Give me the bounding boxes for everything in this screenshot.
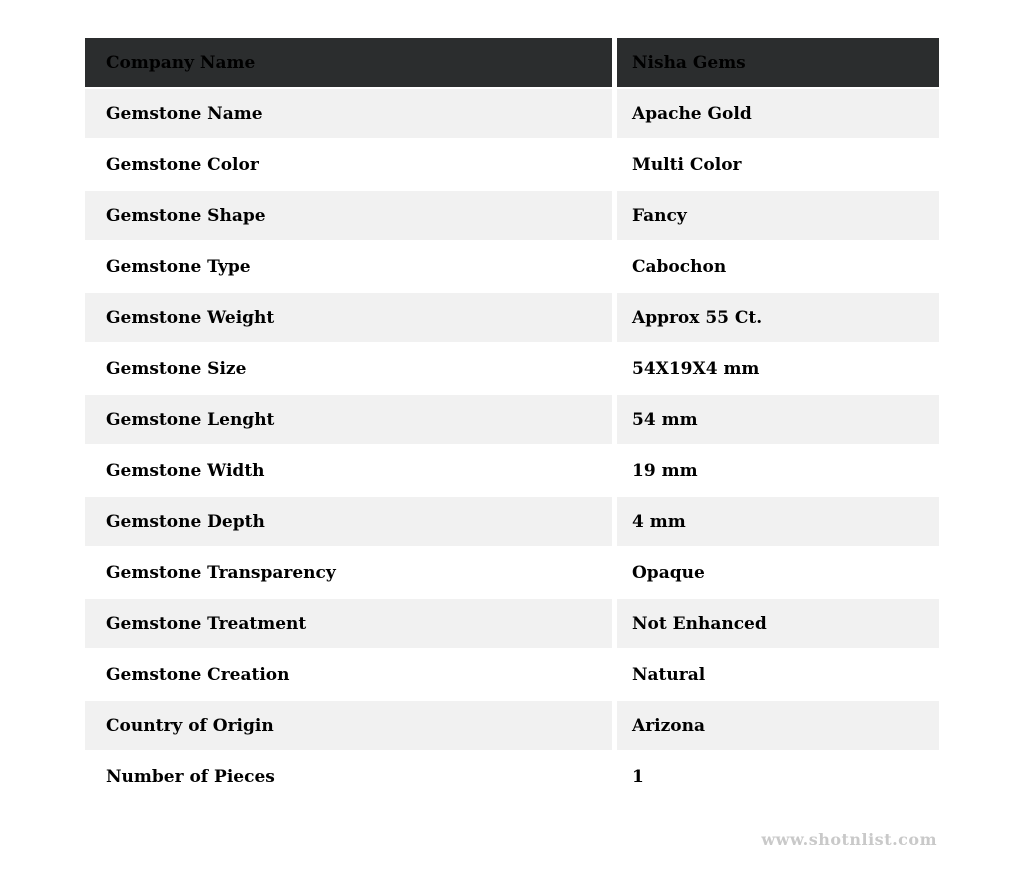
row-value: 54X19X4 mm xyxy=(617,344,939,395)
table-row-gemstone-width xyxy=(85,446,939,497)
row-value: Natural xyxy=(617,650,939,701)
table-row-gemstone-name xyxy=(85,89,939,140)
row-value: Opaque xyxy=(617,548,939,599)
row-label: Gemstone Transparency xyxy=(85,548,617,599)
row-label: Country of Origin xyxy=(85,701,617,752)
table-row-number-of-pieces xyxy=(85,752,939,803)
header-label-company-name: Company Name xyxy=(85,38,617,89)
table-row-gemstone-treatment xyxy=(85,599,939,650)
row-value: Not Enhanced xyxy=(617,599,939,650)
row-label: Gemstone Shape xyxy=(85,191,617,242)
table-row-country-of-origin xyxy=(85,701,939,752)
row-value: 19 mm xyxy=(617,446,939,497)
table-header-row xyxy=(85,38,939,89)
table-row-gemstone-depth xyxy=(85,497,939,548)
row-label: Gemstone Type xyxy=(85,242,617,293)
row-label: Gemstone Lenght xyxy=(85,395,617,446)
header-value-company-name: Nisha Gems xyxy=(617,38,939,89)
row-value: Fancy xyxy=(617,191,939,242)
row-value: 4 mm xyxy=(617,497,939,548)
row-label: Gemstone Width xyxy=(85,446,617,497)
row-label: Gemstone Weight xyxy=(85,293,617,344)
table-row-gemstone-shape xyxy=(85,191,939,242)
table-row-gemstone-type xyxy=(85,242,939,293)
row-value: 1 xyxy=(617,752,939,803)
table-row-gemstone-color xyxy=(85,140,939,191)
row-value: Approx 55 Ct. xyxy=(617,293,939,344)
row-label: Gemstone Color xyxy=(85,140,617,191)
row-label: Gemstone Name xyxy=(85,89,617,140)
table-row-gemstone-creation xyxy=(85,650,939,701)
table-row-gemstone-transparency xyxy=(85,548,939,599)
gemstone-spec-table xyxy=(85,38,939,803)
row-label: Gemstone Size xyxy=(85,344,617,395)
watermark-url: www.shotnlist.com xyxy=(761,830,937,849)
table-row-gemstone-lenght xyxy=(85,395,939,446)
row-label: Gemstone Depth xyxy=(85,497,617,548)
table-row-gemstone-weight xyxy=(85,293,939,344)
row-value: Apache Gold xyxy=(617,89,939,140)
row-value: Arizona xyxy=(617,701,939,752)
row-label: Gemstone Treatment xyxy=(85,599,617,650)
row-label: Number of Pieces xyxy=(85,752,617,803)
row-value: Cabochon xyxy=(617,242,939,293)
table-row-gemstone-size xyxy=(85,344,939,395)
row-value: 54 mm xyxy=(617,395,939,446)
row-label: Gemstone Creation xyxy=(85,650,617,701)
row-value: Multi Color xyxy=(617,140,939,191)
